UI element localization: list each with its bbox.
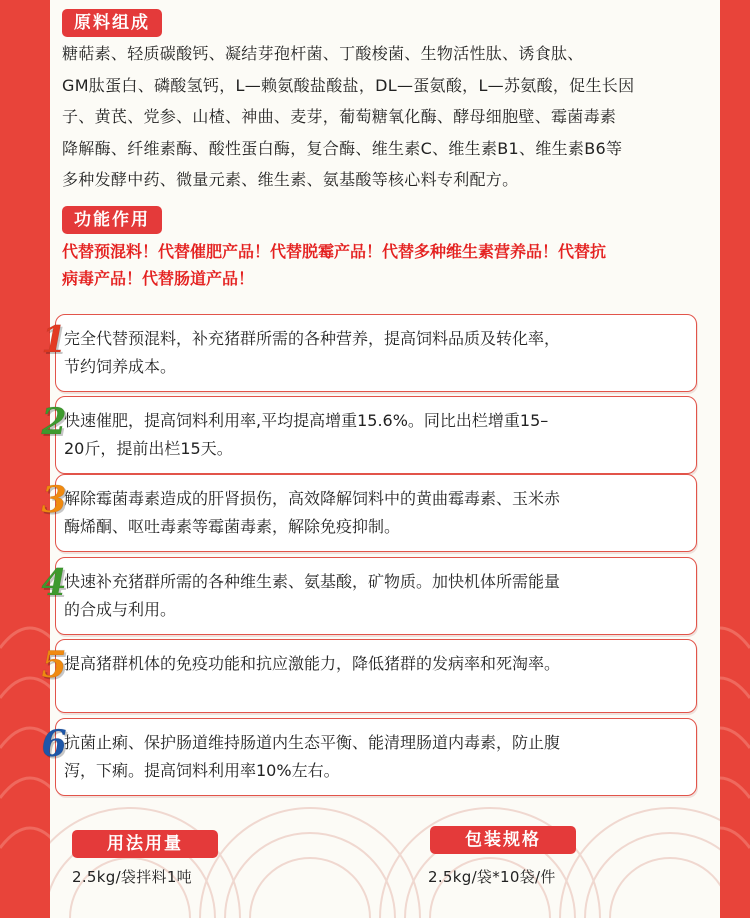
number-1-icon: 1 [41,319,67,361]
package-text: 2.5kg/袋*10袋/件 [428,868,556,886]
feature-item-5 [41,639,697,713]
feature-line: 泻，下痢。提高饲料利用率10%左右。 [64,761,340,780]
feature-line: 完全代替预混料，补充猪群所需的各种营养，提高饲料品质及转化率， [64,329,561,348]
package-heading: 包装规格 [430,826,576,854]
usage-heading: 用法用量 [72,830,218,858]
feature-line: 快速补充猪群所需的各种维生素、氨基酸，矿物质。加快机体所需能量 [64,572,561,591]
feature-line: 解除霉菌毒素造成的肝肾损伤，高效降解饲料中的黄曲霉毒素、玉米赤 [64,489,561,508]
feature-line: 抗菌止痢、保护肠道维持肠道内生态平衡、能清理肠道内毒素，防止腹 [64,733,561,752]
feature-line: 20斤，提前出栏15天。 [64,439,233,458]
ingredients-heading: 原料组成 [62,9,162,37]
slogan-line: 病毒产品！代替肠道产品！ [62,269,255,288]
feature-item-4 [41,557,697,635]
function-slogan [62,238,708,292]
feature-line: 的合成与利用。 [64,600,177,619]
feature-line: 节约饲养成本。 [64,357,177,376]
feature-item-3 [41,474,697,552]
ingredients-line: GM肽蛋白、磷酸氢钙，L—赖氨酸盐酸盐，DL—蛋氨酸，L—苏氨酸，促生长因 [62,75,635,95]
feature-line: 提高猪群机体的免疫功能和抗应激能力，降低猪群的发病率和死淘率。 [64,654,561,673]
function-heading: 功能作用 [62,206,162,234]
ingredients-line: 糖萜素、轻质碳酸钙、凝结芽孢杆菌、丁酸梭菌、生物活性肽、诱食肽、 [62,44,584,63]
number-3-icon: 3 [41,479,67,521]
feature-line: 酶烯酮、呕吐毒素等霉菌毒素，解除免疫抑制。 [64,517,401,536]
number-2-icon: 2 [41,401,67,443]
number-4-icon: 4 [41,562,67,604]
usage-text: 2.5kg/袋拌料1吨 [72,868,192,886]
ingredients-text [62,38,708,196]
ingredients-line: 子、黄芪、党参、山楂、神曲、麦芽，葡萄糖氧化酶、酵母细胞壁、霉菌毒素 [62,107,617,126]
feature-line: 快速催肥，提高饲料利用率,平均提高增重15.6%。同比出栏增重15– [64,411,549,430]
number-5-icon: 5 [41,644,67,686]
feature-item-6 [41,718,697,796]
ingredients-line: 降解酶、纤维素酶、酸性蛋白酶，复合酶、维生素C、维生素B1、维生素B6等 [62,138,623,158]
feature-item-1 [41,314,697,392]
number-6-icon: 6 [41,723,67,765]
slogan-line: 代替预混料！代替催肥产品！代替脱霉产品！代替多种维生素营养品！代替抗 [62,242,607,261]
feature-item-2 [41,396,697,474]
ingredients-line: 多种发酵中药、微量元素、维生素、氨基酸等核心料专利配方。 [62,170,519,189]
